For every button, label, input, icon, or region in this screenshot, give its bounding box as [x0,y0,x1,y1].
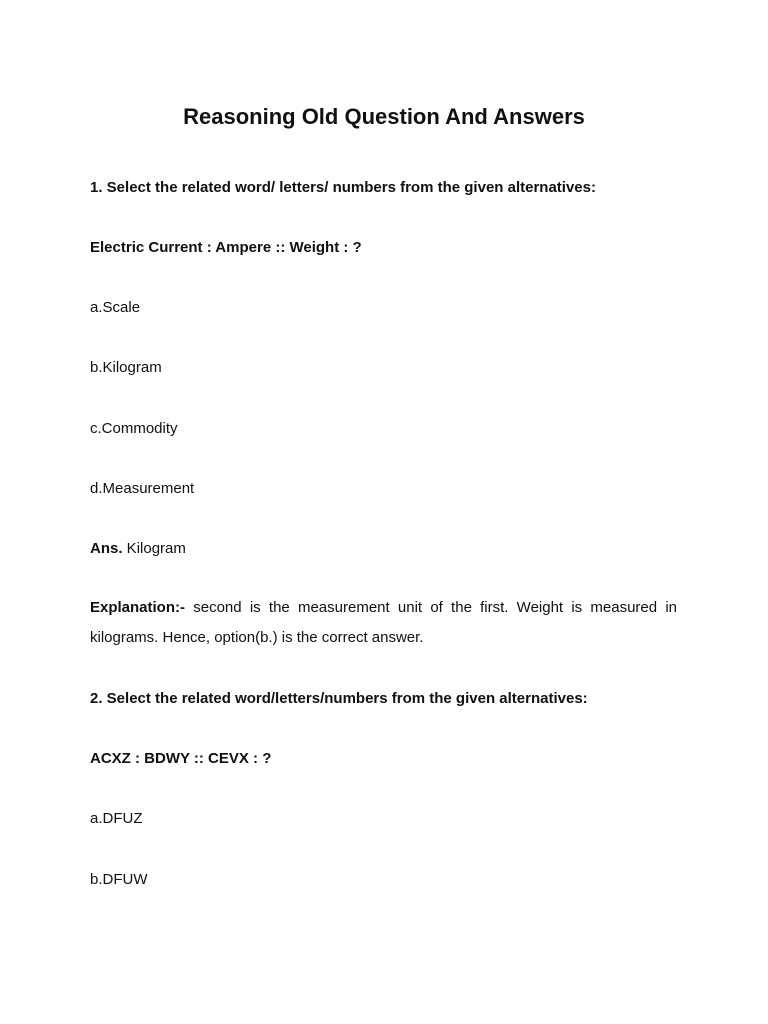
question-2-option-a: a.DFUZ [90,810,143,827]
question-2-prompt: 2. Select the related word/letters/numbers from the given alternatives: [90,690,588,707]
question-1-option-c: c.Commodity [90,420,178,437]
question-1-option-d: d.Measurement [90,480,195,497]
question-2-analogy: ACXZ : BDWY :: CEVX : ? [90,750,272,767]
answer-value: Kilogram [122,540,186,557]
question-1-option-a: a.Scale [90,299,141,316]
question-1-answer [90,539,186,559]
question-1-prompt: 1. Select the related word/ letters/ numbers from the given alternatives: [90,179,596,196]
page-title: Reasoning Old Question And Answers [183,104,585,129]
question-2-option-b: b.DFUW [90,871,148,888]
question-1-analogy: Electric Current : Ampere :: Weight : ? [90,239,362,256]
answer-label: Ans. [90,540,123,557]
question-1-explanation [90,593,677,653]
explanation-text: second is the measurement unit of the first. Weight is measured in kilograms. Hence, option(b.) is the correct answer. [90,599,677,646]
question-1-option-b: b.Kilogram [90,359,162,376]
explanation-label: Explanation:- [90,599,186,616]
